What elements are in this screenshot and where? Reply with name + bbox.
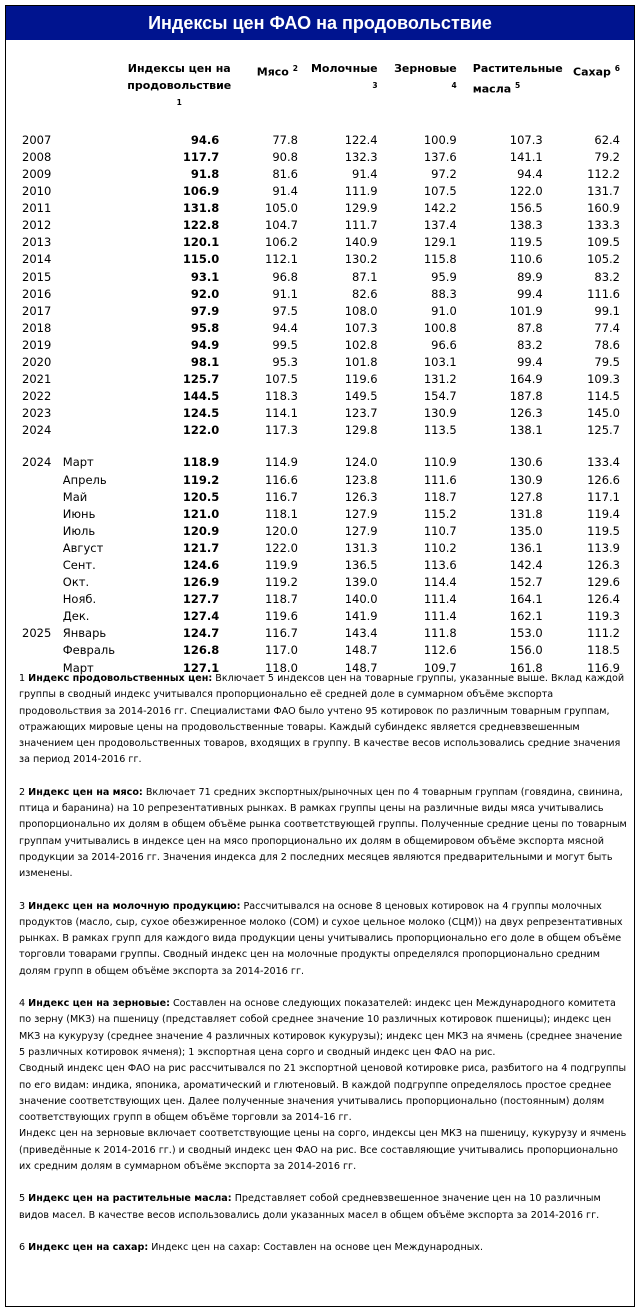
footnote-4-paragraph: Индекс цен на зерновые включает соответствующие цены на сорго, индексы цен МКЗ на пшеницу, кукурузу и ячмень (приведённые к 2014-2016 гг.) и сводный индекс цен ФАО на рис. Все составляющие учитывались пропорционально их средним долям в суммарном объёме экспорта за 2014-2016 гг. bbox=[19, 1128, 627, 1173]
meat-value: 118.3 bbox=[264, 389, 298, 404]
dairy-value: 82.6 bbox=[352, 286, 378, 301]
header-food-index: Индексы цен на продовольствие $^1$ bbox=[127, 62, 232, 107]
veg-oils-value: 187.8 bbox=[509, 389, 543, 404]
row-month: Июнь bbox=[62, 506, 96, 521]
food-index-value: 124.6 bbox=[182, 558, 220, 572]
veg-oils-value: 99.4 bbox=[517, 286, 543, 301]
cereals-value: 129.1 bbox=[423, 235, 457, 250]
cereals-value: 115.2 bbox=[423, 506, 457, 521]
meat-value: 114.9 bbox=[264, 455, 298, 470]
table-row bbox=[20, 149, 624, 166]
footnote-4-paragraph: Сводный индекс цен ФАО на рис рассчитывался по 21 экспортной ценовой котировке риса, разбитого на 4 подгруппы по его видам: индика, японика, ароматический и глютеновый. В каждой подгруппе определялось простое среднее значение соответствующих цен. Далее полученные значения учитывались пропорционально (постоянным) долям соответствующих групп в общем объёме торговли за 2014-16 гг. bbox=[19, 1063, 627, 1124]
dairy-value: 108.0 bbox=[344, 303, 378, 318]
food-index-value: 122.8 bbox=[182, 218, 220, 233]
cereals-value: 110.7 bbox=[423, 523, 457, 538]
dairy-value: 101.8 bbox=[344, 354, 378, 369]
row-year: 2013 bbox=[22, 235, 52, 250]
row-month: Январь bbox=[62, 626, 107, 641]
table-row bbox=[20, 183, 624, 200]
row-year bbox=[20, 642, 63, 659]
dairy-value: 107.3 bbox=[344, 320, 378, 335]
table-row bbox=[20, 371, 624, 388]
meat-value: 117.3 bbox=[264, 423, 298, 438]
veg-oils-value: 156.0 bbox=[509, 643, 543, 658]
cereals-value: 130.9 bbox=[423, 406, 457, 421]
table-row bbox=[20, 388, 624, 405]
table-row bbox=[20, 557, 624, 574]
footnote-heading: Индекс цен на растительные масла: bbox=[28, 1193, 232, 1205]
sugar-value: 131.7 bbox=[587, 184, 620, 199]
food-index-value: 117.7 bbox=[182, 149, 220, 164]
row-year: 2017 bbox=[22, 303, 52, 318]
cereals-value: 95.9 bbox=[431, 269, 457, 284]
table-row bbox=[20, 234, 624, 251]
cereals-value: 113.6 bbox=[423, 558, 457, 572]
dairy-value: 111.7 bbox=[344, 218, 378, 233]
footnote-text: Включает 71 средних экспортных/рыночных цен по 4 товарным группам (говядина, свинина, птица и баранина) на 10 репрезентативных рынках. В рамках группы цены на различные виды мяса учитывались пропорционально их долям в общем объёме рынка соответствующей группы. Полученные средние цены по товарным группам учитывались в индексе цен на мясо пропорционально их долям в общемировом объёме экспорта мясной продукции за 2014-2016 гг. Значения индекса для 2 последних месяцев являются предварительными и могут быть изменены. bbox=[19, 786, 627, 880]
veg-oils-value: 110.6 bbox=[509, 252, 543, 267]
veg-oils-value: 135.0 bbox=[509, 523, 543, 538]
dairy-value: 148.7 bbox=[344, 660, 378, 675]
meat-value: 119.2 bbox=[264, 575, 298, 590]
meat-value: 90.8 bbox=[272, 149, 298, 164]
meat-value: 119.9 bbox=[264, 558, 298, 572]
veg-oils-value: 99.4 bbox=[517, 354, 543, 369]
food-index-value: 131.8 bbox=[182, 201, 220, 216]
table-row bbox=[20, 608, 624, 625]
food-index-value: 127.1 bbox=[182, 660, 220, 675]
cereals-value: 103.1 bbox=[423, 354, 457, 369]
sugar-value: 62.4 bbox=[594, 132, 620, 147]
table-row bbox=[20, 642, 624, 659]
veg-oils-value: 119.5 bbox=[509, 235, 543, 250]
header-veg-oils: Растительные масла $^5$ bbox=[472, 62, 563, 96]
footnote-number: 5 bbox=[19, 1193, 26, 1205]
veg-oils-value: 131.8 bbox=[509, 506, 543, 521]
meat-value: 118.0 bbox=[264, 660, 298, 675]
sugar-value: 133.3 bbox=[587, 218, 620, 233]
meat-value: 112.1 bbox=[264, 252, 298, 267]
cereals-value: 137.4 bbox=[423, 218, 457, 233]
food-index-value: 119.2 bbox=[182, 472, 220, 487]
row-year bbox=[20, 574, 63, 591]
row-year: 2007 bbox=[22, 132, 52, 147]
sugar-value: 113.9 bbox=[587, 540, 620, 555]
dairy-value: 87.1 bbox=[352, 269, 378, 284]
sugar-value: 111.2 bbox=[587, 626, 620, 641]
veg-oils-value: 152.7 bbox=[509, 575, 543, 590]
row-year bbox=[20, 540, 63, 557]
table-row bbox=[20, 269, 624, 286]
cereals-value: 113.5 bbox=[423, 423, 457, 438]
row-year: 2025 bbox=[22, 626, 52, 641]
meat-value: 106.2 bbox=[264, 235, 298, 250]
row-month: Нояб. bbox=[62, 592, 97, 607]
dairy-value: 132.3 bbox=[344, 149, 378, 164]
row-year bbox=[20, 557, 63, 574]
dairy-value: 119.6 bbox=[344, 372, 378, 387]
cereals-value: 115.8 bbox=[423, 252, 457, 267]
dairy-value: 129.9 bbox=[344, 201, 378, 216]
row-year: 2010 bbox=[22, 184, 52, 199]
table-row bbox=[20, 489, 624, 506]
food-index-value: 144.5 bbox=[182, 389, 220, 404]
sugar-value: 79.2 bbox=[594, 149, 620, 164]
cereals-value: 111.4 bbox=[423, 592, 457, 607]
food-index-value: 115.0 bbox=[182, 252, 220, 267]
cereals-value: 137.6 bbox=[423, 149, 457, 164]
price-index-table bbox=[20, 60, 624, 677]
footnote-number: 4 bbox=[19, 998, 26, 1010]
sugar-value: 119.3 bbox=[587, 609, 620, 624]
food-index-value: 120.9 bbox=[182, 523, 220, 538]
meat-value: 116.6 bbox=[264, 472, 298, 487]
sugar-value: 126.4 bbox=[587, 592, 620, 607]
veg-oils-value: 122.0 bbox=[509, 184, 543, 199]
row-month: Май bbox=[62, 489, 88, 504]
row-year bbox=[20, 472, 63, 489]
table-row bbox=[20, 422, 624, 439]
sugar-value: 83.2 bbox=[594, 269, 620, 284]
dairy-value: 123.8 bbox=[344, 472, 378, 487]
food-index-value: 120.5 bbox=[182, 489, 220, 504]
footnote-number: 6 bbox=[19, 1241, 26, 1253]
sugar-value: 77.4 bbox=[594, 320, 620, 335]
dairy-value: 149.5 bbox=[344, 389, 378, 404]
dairy-value: 139.0 bbox=[344, 575, 378, 590]
row-year bbox=[20, 489, 63, 506]
monthly-rows bbox=[20, 454, 624, 676]
dairy-value: 141.9 bbox=[344, 609, 378, 624]
header-sugar: Сахар $^6$ bbox=[573, 64, 620, 79]
header-row bbox=[20, 60, 624, 115]
footnote-2 bbox=[19, 785, 631, 883]
row-year: 2009 bbox=[22, 166, 52, 181]
footnote-text: Представляет собой средневзвешенное значение цен на 10 различным видов масел. В качестве весов использовались доли указанных масел в общем объёме экспорта за 2014-2016 гг. bbox=[19, 1193, 601, 1221]
dairy-value: 140.9 bbox=[344, 235, 378, 250]
food-index-value: 120.1 bbox=[182, 235, 220, 250]
table-row bbox=[20, 303, 624, 320]
food-index-value: 92.0 bbox=[190, 286, 220, 301]
sugar-value: 116.9 bbox=[587, 660, 620, 675]
meat-value: 105.0 bbox=[264, 201, 298, 216]
row-year: 2012 bbox=[22, 218, 52, 233]
footnote-text: Включает 5 индексов цен на товарные группы, указанные выше. Вклад каждой группы в сводный индекс учитывался пропорционально её средней доле в суммарном объёме экспорта продовольствия за 2014-2016 гг. Специалистами ФАО было учтено 95 котировок по различным товарным группам, отражающих мировые цены на продовольственные товары. Каждый субиндекс является средневзвешенным значением цен продовольственных товаров, входящих в группу. В качестве весов использовались средние значения за период 2014-2016 гг. bbox=[19, 673, 625, 766]
veg-oils-value: 138.3 bbox=[509, 218, 543, 233]
dairy-value: 124.0 bbox=[344, 455, 378, 470]
veg-oils-value: 161.8 bbox=[509, 660, 543, 675]
meat-value: 116.7 bbox=[264, 626, 298, 641]
cereals-value: 118.7 bbox=[423, 489, 457, 504]
row-month: Июль bbox=[62, 523, 96, 538]
veg-oils-value: 83.2 bbox=[517, 337, 543, 352]
sugar-value: 114.5 bbox=[587, 389, 620, 404]
veg-oils-value: 87.8 bbox=[517, 320, 543, 335]
sugar-value: 112.2 bbox=[587, 166, 620, 181]
meat-value: 114.1 bbox=[264, 406, 298, 421]
veg-oils-value: 162.1 bbox=[509, 609, 543, 624]
table-row bbox=[20, 320, 624, 337]
row-month: Сент. bbox=[62, 558, 96, 572]
sugar-value: 78.6 bbox=[594, 337, 620, 352]
food-index-value: 94.9 bbox=[190, 337, 220, 352]
table-row bbox=[20, 286, 624, 303]
sugar-value: 119.5 bbox=[587, 523, 620, 538]
table-row bbox=[20, 454, 624, 471]
meat-value: 99.5 bbox=[272, 337, 298, 352]
footnote-text: Составлен на основе следующих показателей: индекс цен Международного комитета по зерну (МКЗ) на пшеницу (представляет собой среднее значение 10 различных котировок пшеницы); индекс цен МКЗ на кукурузу (среднее значение 4 различных котировок кукурузы); индекс цен МКЗ на ячмень (среднее значение 5 различных котировок ячменя); 1 экспортная цена сорго и сводный индекс цен ФАО на рис. bbox=[19, 998, 623, 1058]
veg-oils-value: 94.4 bbox=[517, 166, 543, 181]
food-index-value: 93.1 bbox=[190, 269, 220, 284]
meat-value: 117.0 bbox=[264, 643, 298, 658]
table-row bbox=[20, 217, 624, 234]
annual-rows bbox=[20, 132, 624, 440]
cereals-value: 114.4 bbox=[423, 575, 457, 590]
veg-oils-value: 142.4 bbox=[509, 558, 543, 572]
row-year: 2011 bbox=[22, 201, 52, 216]
row-month: Март bbox=[62, 455, 94, 470]
row-year bbox=[20, 591, 63, 608]
veg-oils-value: 130.9 bbox=[509, 472, 543, 487]
row-year: 2024 bbox=[22, 455, 52, 470]
food-index-value: 126.8 bbox=[182, 643, 220, 658]
footnote-number: 3 bbox=[19, 900, 26, 912]
meat-value: 91.4 bbox=[272, 184, 298, 199]
dairy-value: 130.2 bbox=[344, 252, 378, 267]
sugar-value: 125.7 bbox=[587, 423, 620, 438]
food-index-value: 127.4 bbox=[182, 609, 220, 624]
cereals-value: 111.4 bbox=[423, 609, 457, 624]
food-index-value: 121.7 bbox=[182, 540, 220, 555]
food-index-value: 91.8 bbox=[190, 166, 220, 181]
table-row bbox=[20, 166, 624, 183]
cereals-value: 100.9 bbox=[423, 132, 457, 147]
food-index-value: 124.7 bbox=[182, 626, 220, 641]
sugar-value: 145.0 bbox=[587, 406, 620, 421]
table-row bbox=[20, 523, 624, 540]
footnotes bbox=[19, 671, 631, 1272]
food-index-value: 98.1 bbox=[190, 354, 220, 369]
document-frame bbox=[5, 5, 635, 1307]
meat-value: 118.7 bbox=[264, 592, 298, 607]
row-year bbox=[20, 523, 63, 540]
table-row bbox=[20, 337, 624, 354]
footnote-4 bbox=[19, 996, 631, 1061]
row-year bbox=[20, 506, 63, 523]
veg-oils-value: 126.3 bbox=[509, 406, 543, 421]
row-year: 2008 bbox=[22, 149, 52, 164]
cereals-value: 107.5 bbox=[423, 184, 457, 199]
row-month: Окт. bbox=[62, 575, 90, 590]
sugar-value: 126.3 bbox=[587, 558, 620, 572]
veg-oils-value: 138.1 bbox=[509, 423, 543, 438]
sugar-value: 126.6 bbox=[587, 472, 620, 487]
footnote-heading: Индекс цен на сахар: bbox=[28, 1241, 149, 1253]
food-index-value: 118.9 bbox=[182, 455, 220, 470]
footnote-1 bbox=[19, 671, 631, 769]
table-row bbox=[20, 591, 624, 608]
food-index-value: 94.6 bbox=[190, 132, 220, 147]
table-row bbox=[20, 472, 624, 489]
table-row bbox=[20, 574, 624, 591]
row-month: Апрель bbox=[62, 472, 107, 487]
veg-oils-value: 164.1 bbox=[509, 592, 543, 607]
veg-oils-value: 89.9 bbox=[517, 269, 543, 284]
meat-value: 95.3 bbox=[272, 354, 298, 369]
table-row bbox=[20, 506, 624, 523]
food-index-value: 124.5 bbox=[182, 406, 220, 421]
meat-value: 81.6 bbox=[272, 166, 298, 181]
cereals-value: 142.2 bbox=[423, 201, 457, 216]
meat-value: 91.1 bbox=[272, 286, 298, 301]
cereals-value: 131.2 bbox=[423, 372, 457, 387]
sugar-value: 105.2 bbox=[587, 252, 620, 267]
meat-value: 122.0 bbox=[264, 540, 298, 555]
veg-oils-value: 136.1 bbox=[509, 540, 543, 555]
veg-oils-value: 153.0 bbox=[509, 626, 543, 641]
sugar-value: 117.1 bbox=[587, 489, 620, 504]
meat-value: 96.8 bbox=[272, 269, 298, 284]
food-index-value: 95.8 bbox=[190, 320, 220, 335]
sugar-value: 119.4 bbox=[587, 506, 620, 521]
dairy-value: 131.3 bbox=[344, 540, 378, 555]
cereals-value: 91.0 bbox=[431, 303, 457, 318]
sugar-value: 133.4 bbox=[587, 455, 620, 470]
header-cereals: Зерновые $^4$ bbox=[394, 62, 457, 90]
row-month: Август bbox=[62, 540, 104, 555]
dairy-value: 91.4 bbox=[352, 166, 378, 181]
food-index-value: 127.7 bbox=[182, 592, 220, 607]
footnote-heading: Индекс цен на мясо: bbox=[28, 786, 143, 798]
cereals-value: 154.7 bbox=[423, 389, 457, 404]
row-year bbox=[20, 608, 63, 625]
cereals-value: 111.6 bbox=[423, 472, 457, 487]
food-index-value: 126.9 bbox=[182, 575, 220, 590]
cereals-value: 96.6 bbox=[431, 337, 457, 352]
veg-oils-value: 156.5 bbox=[509, 201, 543, 216]
veg-oils-value: 107.3 bbox=[509, 132, 543, 147]
footnote-heading: Индекс продовольственных цен: bbox=[28, 673, 213, 684]
footnote-number: 2 bbox=[19, 786, 26, 798]
dairy-value: 140.0 bbox=[344, 592, 378, 607]
veg-oils-value: 141.1 bbox=[509, 149, 543, 164]
page-title: Индексы цен ФАО на продовольствие bbox=[6, 6, 634, 40]
sugar-value: 160.9 bbox=[587, 201, 620, 216]
sugar-value: 99.1 bbox=[594, 303, 620, 318]
veg-oils-value: 130.6 bbox=[509, 455, 543, 470]
meat-value: 107.5 bbox=[264, 372, 298, 387]
food-index-value: 97.9 bbox=[190, 303, 220, 318]
sugar-value: 118.5 bbox=[587, 643, 620, 658]
row-year: 2024 bbox=[22, 423, 52, 438]
row-year: 2022 bbox=[22, 389, 52, 404]
dairy-value: 129.8 bbox=[344, 423, 378, 438]
meat-value: 97.5 bbox=[272, 303, 298, 318]
footnote-5 bbox=[19, 1191, 631, 1224]
header-dairy: Молочные $^3$ bbox=[310, 62, 378, 90]
food-index-value: 125.7 bbox=[182, 372, 220, 387]
header-meat: Мясо $^2$ bbox=[256, 64, 298, 79]
food-index-value: 121.0 bbox=[182, 506, 220, 521]
veg-oils-value: 127.8 bbox=[509, 489, 543, 504]
cereals-value: 111.8 bbox=[423, 626, 457, 641]
cereals-value: 112.6 bbox=[423, 643, 457, 658]
sugar-value: 79.5 bbox=[594, 354, 620, 369]
meat-value: 77.8 bbox=[272, 132, 298, 147]
row-year: 2021 bbox=[22, 372, 52, 387]
footnote-text: Рассчитывался на основе 8 ценовых котировок на 4 группы молочных продуктов (масло, сыр, сухое обезжиренное молоко (СОМ) и сухое цельное молоко (СЦМ)) на двух репрезентативных рынках. В рамках групп для каждого вида продукции цены учитывались пропорционально его доле в общем объёме торговли товарами группы. Сводный индекс цен на молочные продукты определялся пропорционально средним долям групп в общем объёме экспорта за 2014-2016 гг. bbox=[19, 900, 623, 977]
sugar-value: 109.3 bbox=[587, 372, 620, 387]
meat-value: 119.6 bbox=[264, 609, 298, 624]
table-row bbox=[20, 540, 624, 557]
dairy-value: 148.7 bbox=[344, 643, 378, 658]
meat-value: 104.7 bbox=[264, 218, 298, 233]
table-row bbox=[20, 132, 624, 149]
cereals-value: 110.2 bbox=[423, 540, 457, 555]
dairy-value: 122.4 bbox=[344, 132, 378, 147]
sugar-value: 109.5 bbox=[587, 235, 620, 250]
sugar-value: 129.6 bbox=[587, 575, 620, 590]
food-index-value: 122.0 bbox=[182, 423, 220, 438]
veg-oils-value: 101.9 bbox=[509, 303, 543, 318]
table-row bbox=[20, 354, 624, 371]
meat-value: 118.1 bbox=[264, 506, 298, 521]
table-row bbox=[20, 251, 624, 268]
dairy-value: 136.5 bbox=[344, 558, 378, 572]
sugar-value: 111.6 bbox=[587, 286, 620, 301]
meat-value: 94.4 bbox=[272, 320, 298, 335]
dairy-value: 102.8 bbox=[344, 337, 378, 352]
cereals-value: 100.8 bbox=[423, 320, 457, 335]
row-year: 2015 bbox=[22, 269, 52, 284]
cereals-value: 109.7 bbox=[423, 660, 457, 675]
dairy-value: 127.9 bbox=[344, 506, 378, 521]
dairy-value: 111.9 bbox=[344, 184, 378, 199]
veg-oils-value: 164.9 bbox=[509, 372, 543, 387]
row-month: Дек. bbox=[62, 609, 90, 624]
cereals-value: 110.9 bbox=[423, 455, 457, 470]
dairy-value: 143.4 bbox=[344, 626, 378, 641]
table-row bbox=[20, 405, 624, 422]
row-year: 2020 bbox=[22, 354, 52, 369]
dairy-value: 126.3 bbox=[344, 489, 378, 504]
row-month: Март bbox=[62, 660, 94, 675]
row-year: 2023 bbox=[22, 406, 52, 421]
footnote-heading: Индекс цен на молочную продукцию: bbox=[28, 900, 241, 912]
row-month: Февраль bbox=[62, 643, 115, 658]
footnote-number: 1 bbox=[19, 673, 26, 684]
footnote-text: Индекс цен на сахар: Составлен на основе цен Международных. bbox=[151, 1241, 484, 1253]
food-index-value: 106.9 bbox=[182, 184, 220, 199]
table-row bbox=[20, 200, 624, 217]
cereals-value: 97.2 bbox=[431, 166, 457, 181]
cereals-value: 88.3 bbox=[431, 286, 457, 301]
row-year: 2018 bbox=[22, 320, 52, 335]
row-year: 2016 bbox=[22, 286, 52, 301]
table-row bbox=[20, 625, 624, 642]
meat-value: 116.7 bbox=[264, 489, 298, 504]
dairy-value: 127.9 bbox=[344, 523, 378, 538]
footnote-heading: Индекс цен на зерновые: bbox=[28, 998, 170, 1010]
row-year: 2019 bbox=[22, 337, 52, 352]
footnote-3 bbox=[19, 899, 631, 980]
dairy-value: 123.7 bbox=[344, 406, 378, 421]
meat-value: 120.0 bbox=[264, 523, 298, 538]
row-year: 2014 bbox=[22, 252, 52, 267]
footnote-6 bbox=[19, 1240, 631, 1256]
